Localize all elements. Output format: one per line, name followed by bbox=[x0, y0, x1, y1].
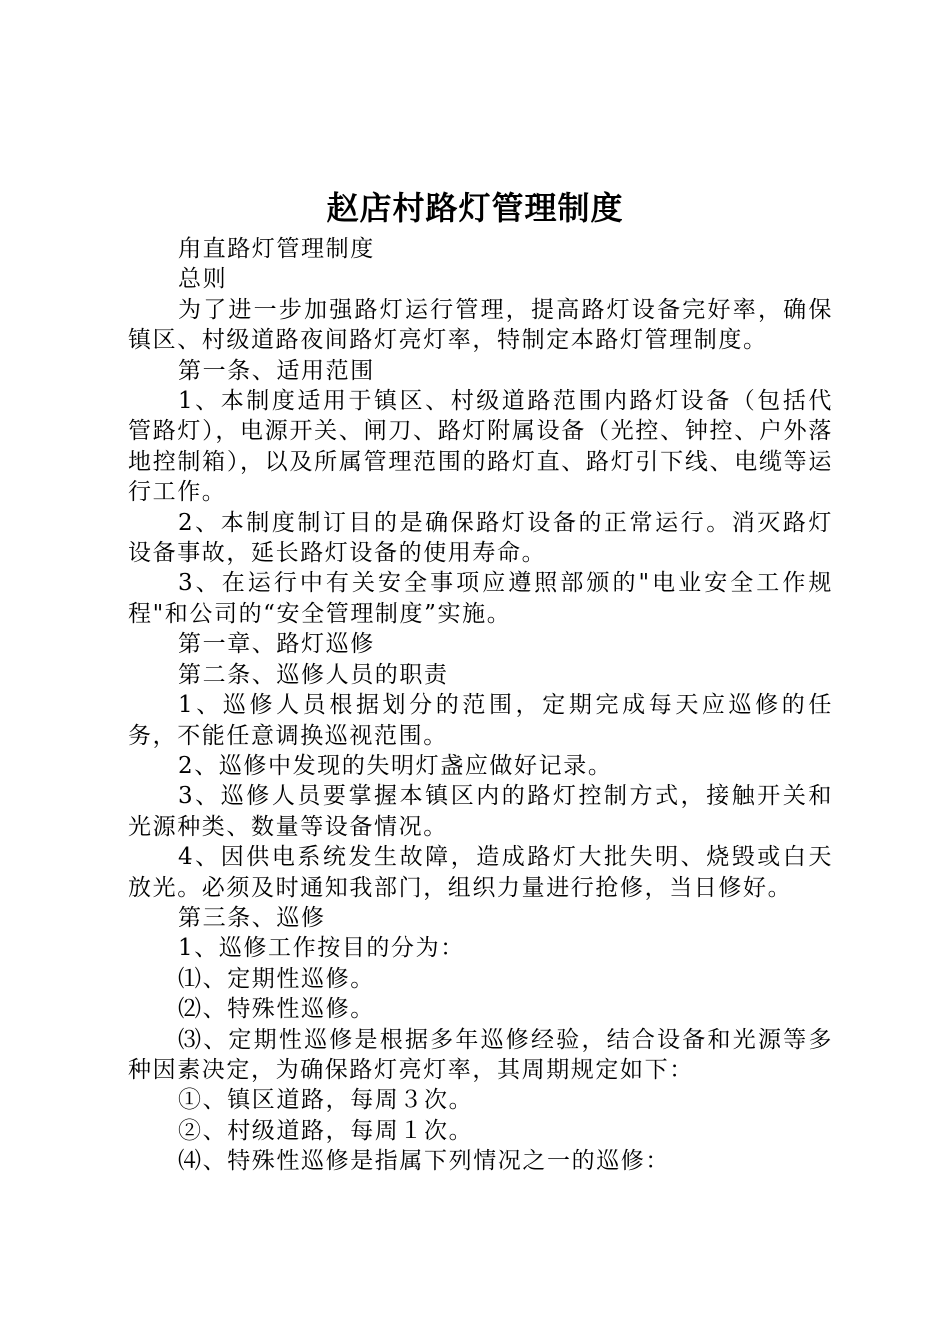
paragraph-duty-4: 4、因供电系统发生故障，造成路灯大批失明、烧毁或白天放光。必须及时通知我部门，组织力量进行抢修，当日修好。 bbox=[128, 844, 833, 901]
paragraph-purpose: 为了进一步加强路灯运行管理，提高路灯设备完好率，确保镇区、村级道路夜间路灯亮灯率，特制定本路灯管理制度。 bbox=[128, 296, 833, 354]
paragraph-article-1-heading: 第一条、适用范围 bbox=[178, 357, 375, 384]
document-title: 赵店村路灯管理制度 bbox=[326, 189, 624, 227]
paragraph-duty-3: 3、巡修人员要掌握本镇区内的路灯控制方式，接触开关和光源种类、数量等设备情况。 bbox=[128, 783, 833, 840]
paragraph-patrol-town: ①、镇区道路，每周３次。 bbox=[178, 1087, 474, 1114]
paragraph-patrol-item-4: ⑷、特殊性巡修是指属下列情况之一的巡修： bbox=[178, 1148, 670, 1175]
paragraph-patrol-1: 1、巡修工作按目的分为： bbox=[178, 935, 465, 962]
paragraph-chapter-1-heading: 第一章、路灯巡修 bbox=[178, 631, 375, 658]
paragraph-scope-3: 3、在运行中有关安全事项应遵照部颁的"电业安全工作规程"和公司的“安全管理制度”实施。 bbox=[128, 570, 833, 627]
paragraph-duty-2: 2、巡修中发现的失明灯盏应做好记录。 bbox=[178, 752, 613, 779]
paragraph-duty-1: 1、巡修人员根据划分的范围，定期完成每天应巡修的任务，不能任意调换巡视范围。 bbox=[128, 692, 833, 749]
paragraph-article-3-heading: 第三条、巡修 bbox=[178, 904, 326, 931]
paragraph-article-2-heading: 第二条、巡修人员的职责 bbox=[178, 661, 449, 688]
paragraph-patrol-item-3: ⑶、定期性巡修是根据多年巡修经验，结合设备和光源等多种因素决定，为确保路灯亮灯率，其周期规定如下： bbox=[128, 1026, 833, 1083]
paragraph-scope-1: 1、本制度适用于镇区、村级道路范围内路灯设备（包括代管路灯），电源开关、闸刀、路灯附属设备（光控、钟控、户外落地控制箱），以及所属管理范围的路灯直、路灯引下线、电缆等运行工作。 bbox=[128, 388, 833, 506]
paragraph-general-heading: 总则 bbox=[178, 266, 228, 293]
paragraph-scope-2: 2、本制度制订目的是确保路灯设备的正常运行。消灭路灯设备事故，延长路灯设备的使用寿命。 bbox=[128, 509, 833, 567]
paragraph-subtitle: 甪直路灯管理制度 bbox=[178, 236, 375, 262]
paragraph-patrol-item-2: ⑵、特殊性巡修。 bbox=[178, 996, 375, 1023]
document-body bbox=[128, 234, 833, 1177]
paragraph-patrol-item-1: ⑴、定期性巡修。 bbox=[178, 965, 375, 992]
paragraph-patrol-village: ②、村级道路，每周１次。 bbox=[178, 1117, 474, 1144]
